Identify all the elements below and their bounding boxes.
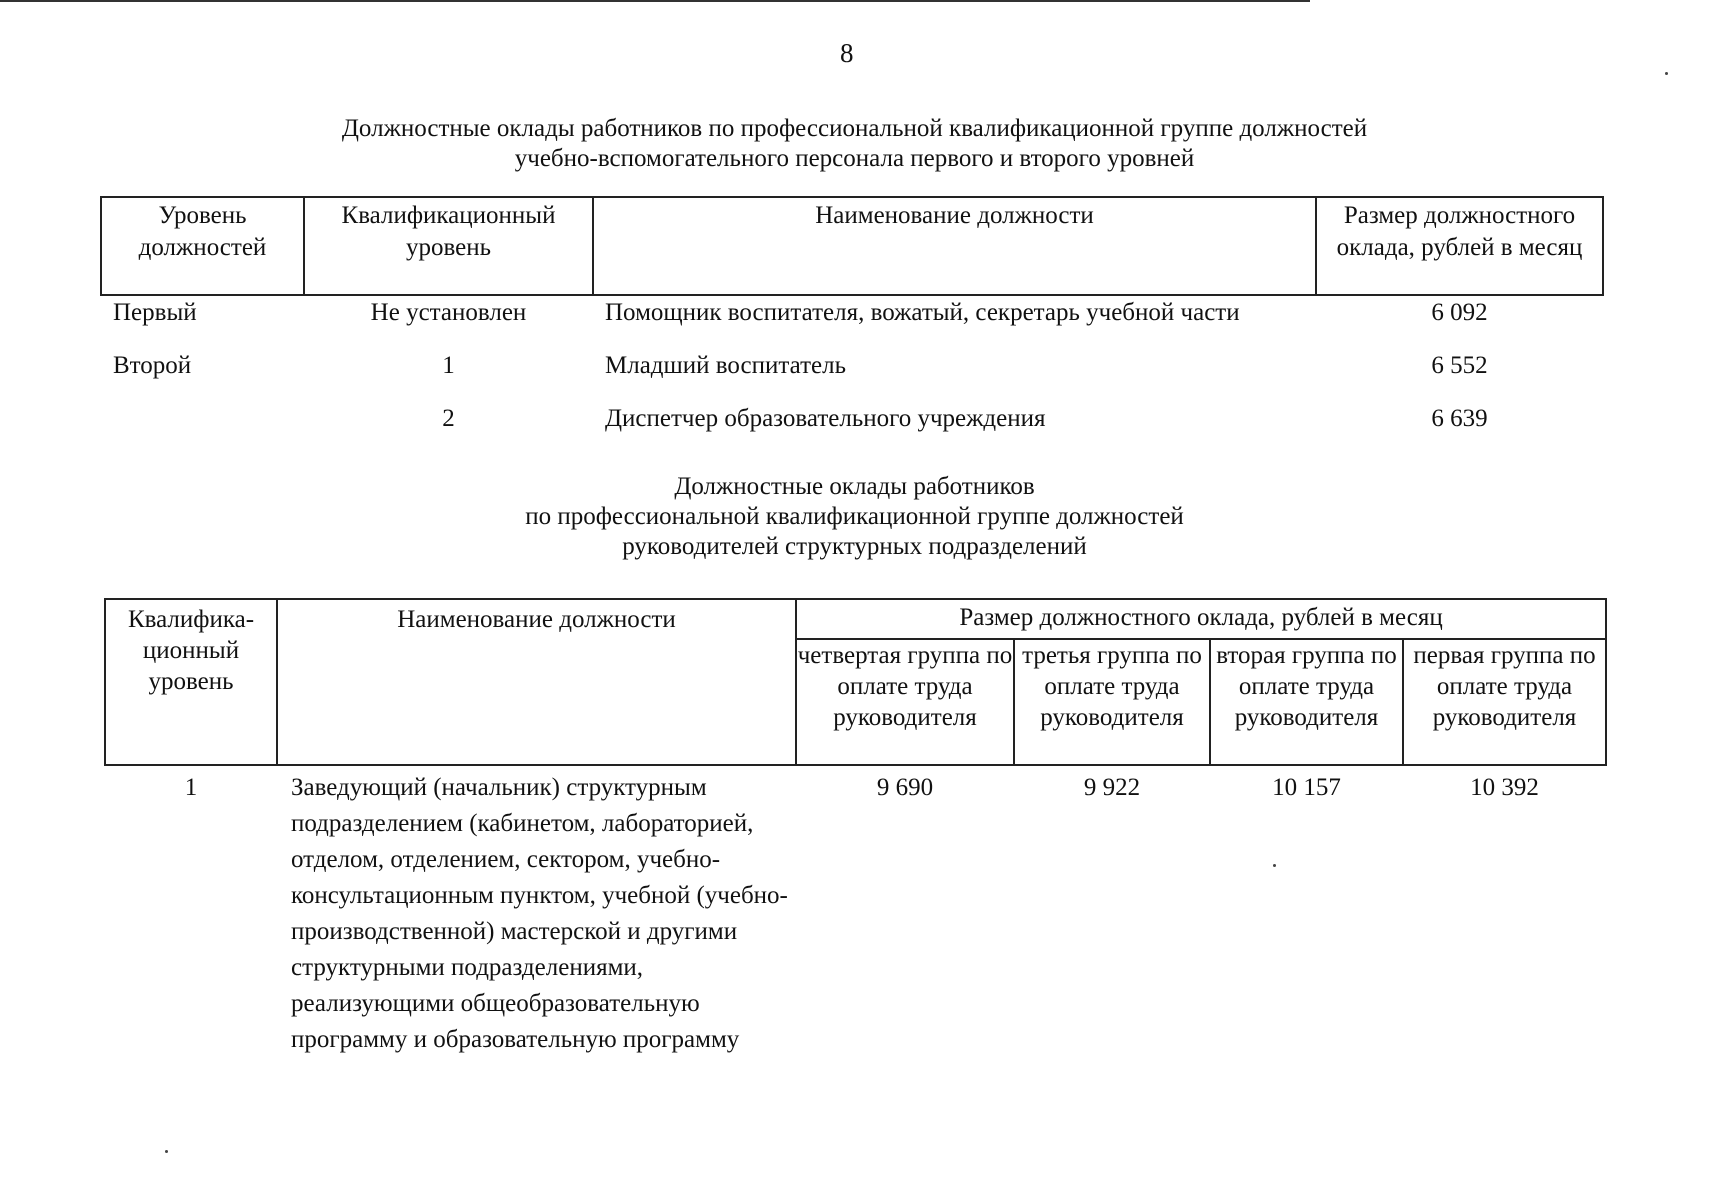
cell-level: Первый [113, 299, 197, 326]
cell-salary-group-2: 10 157 [1272, 774, 1341, 801]
cell-level [101, 402, 304, 455]
salary-table-support-staff [100, 196, 1604, 455]
header-group-1: первая группа по оплате труда руководителя [1403, 639, 1606, 765]
table-row [101, 295, 1603, 349]
section2-title [0, 472, 1709, 562]
header-position: Наименование должности [593, 197, 1316, 295]
salary-table-department-heads [104, 598, 1607, 1058]
section1-title [0, 114, 1709, 174]
cell-position: Младший воспитатель [605, 352, 846, 379]
cell-position: Заведующий (начальник) структурным подразделением (кабинетом, лабораторией, отделом, отделением, сектором, учебно-консультационным пунктом, учебной (учебно-производственной) мастерской и другими структурными подразделениями, реализующими общеобразовательную программу и образовательную программу [291, 774, 788, 1053]
header-salary-group: Размер должностного оклада, рублей в месяц [796, 599, 1606, 639]
scan-speck [165, 1150, 168, 1153]
header-group-3: третья группа по оплате труда руководителя [1014, 639, 1210, 765]
table-row [101, 349, 1603, 402]
scan-speck [1665, 72, 1668, 75]
cell-position: Помощник воспитателя, вожатый, секретарь учебной части [605, 299, 1240, 326]
top-border-line [0, 0, 1310, 2]
header-level: Уровень должностей [101, 197, 304, 295]
header-qualification: Квалифика-ционный уровень [105, 599, 277, 765]
cell-salary-group-1: 10 392 [1470, 774, 1539, 801]
header-qualification: Квалификационный уровень [304, 197, 593, 295]
cell-position: Диспетчер образовательного учреждения [605, 405, 1046, 432]
section1-title-line: Должностные оклады работников по профессиональной квалификационной группе должностей [341, 115, 1368, 142]
header-group-4: четвертая группа по оплате труда руководителя [796, 639, 1014, 765]
section2-title-line: Должностные оклады работников [674, 473, 1035, 500]
header-position: Наименование должности [277, 599, 796, 765]
cell-salary: 6 092 [1431, 299, 1488, 326]
cell-salary: 6 552 [1431, 352, 1488, 379]
header-salary: Размер должностного оклада, рублей в месяц [1316, 197, 1603, 295]
table-header-row [105, 599, 1606, 639]
cell-qualification: 1 [442, 352, 455, 379]
cell-qualification: 2 [442, 405, 455, 432]
header-group-2: вторая группа по оплате труда руководителя [1210, 639, 1403, 765]
cell-salary: 6 639 [1431, 405, 1488, 432]
table-row [105, 765, 1606, 1058]
section2-title-line: руководителей структурных подразделений [622, 533, 1087, 560]
scan-speck [1273, 864, 1276, 867]
cell-salary-group-4: 9 690 [876, 774, 934, 801]
section1-title-line: учебно-вспомогательного персонала первого и второго уровней [514, 145, 1195, 172]
table-row [101, 402, 1603, 455]
page-number: 8 [840, 38, 854, 68]
cell-qualification: Не установлен [370, 299, 527, 326]
section2-title-line: по профессиональной квалификационной группе должностей [525, 503, 1184, 530]
table-header-row [101, 197, 1603, 295]
cell-level: Второй [113, 352, 192, 379]
cell-salary-group-3: 9 922 [1083, 774, 1141, 801]
cell-qualification: 1 [184, 774, 198, 801]
